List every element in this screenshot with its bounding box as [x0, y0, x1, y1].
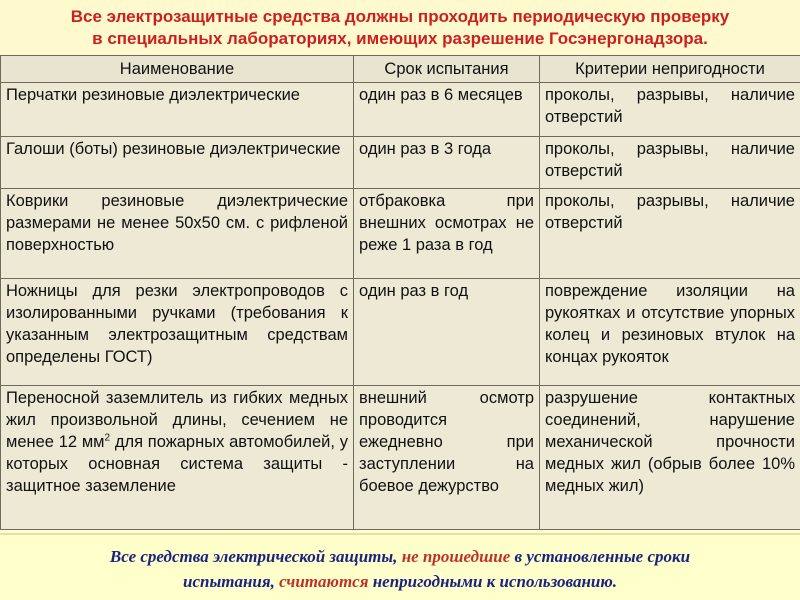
- cell-name: Галоши (боты) резиновые диэлектрические: [1, 137, 354, 189]
- cell-period: один раз в 6 месяцев: [354, 83, 540, 137]
- table-row: [1, 386, 800, 530]
- cell-name-text: Переносной заземлитель из гибких медных жил произвольной длины, сечением не менее 12 мм: [6, 389, 348, 451]
- cell-name: [1, 386, 354, 530]
- table-row: [1, 279, 800, 386]
- cell-name: Ножницы для резки электропроводов с изолированными ручками (требования к указанным электрозащитным средствам определены ГОСТ): [1, 279, 354, 386]
- cell-name: Перчатки резиновые диэлектрические: [1, 83, 354, 137]
- table-header-row: [1, 56, 800, 83]
- cell-criteria: разрушение контактных соединений, нарушение механической прочности медных жил (обрыв более 10% медных жил): [540, 386, 800, 530]
- superscript-2: 2: [104, 432, 111, 444]
- footer-line-1: [0, 544, 800, 569]
- footer-line-2: [0, 569, 800, 594]
- footer-highlight: не прошедшие: [401, 547, 511, 566]
- table-row: [1, 189, 800, 279]
- footer-text: испытания,: [182, 572, 280, 591]
- header-name: Наименование: [1, 56, 354, 83]
- title-line-2: в специальных лабораториях, имеющих разрешение Госэнергонадзора.: [92, 29, 708, 48]
- cell-period: один раз в год: [354, 279, 540, 386]
- footer-highlight: считаются: [279, 572, 369, 591]
- cell-period: отбраковка при внешних осмотрах не реже 1 раза в год: [354, 189, 540, 279]
- footer-text: Все средства электрической защиты,: [109, 547, 402, 566]
- footer-text: непригодными к использованию.: [368, 572, 618, 591]
- cell-criteria: повреждение изоляции на рукоятках и отсутствие упорных колец и резиновых втулок на концах рукояток: [540, 279, 800, 386]
- cell-criteria: проколы, разрывы, наличие отверстий: [540, 137, 800, 189]
- inspection-table-container: [0, 55, 800, 530]
- cell-period: один раз в 3 года: [354, 137, 540, 189]
- header-criteria: Критерии непригодности: [540, 56, 800, 83]
- header-period: Срок испытания: [354, 56, 540, 83]
- cell-name-text-cont: для пожарных автомобилей, у которых основная система защиты - защитное заземление: [6, 433, 348, 495]
- inspection-table: [0, 55, 800, 530]
- cell-name: Коврики резиновые диэлектрические размерами не менее 50х50 см. с рифленой поверхностью: [1, 189, 354, 279]
- cell-criteria: проколы, разрывы, наличие отверстий: [540, 83, 800, 137]
- cell-criteria: проколы, разрывы, наличие отверстий: [540, 189, 800, 279]
- title-line-1: Все электрозащитные средства должны проходить периодическую проверку: [70, 7, 730, 26]
- table-row: [1, 83, 800, 137]
- page-title: [0, 0, 800, 56]
- table-row: [1, 137, 800, 189]
- footer-note: [0, 533, 800, 600]
- footer-text: в установленные сроки: [510, 547, 691, 566]
- cell-period: внешний осмотр проводится ежедневно при заступлении на боевое дежурство: [354, 386, 540, 530]
